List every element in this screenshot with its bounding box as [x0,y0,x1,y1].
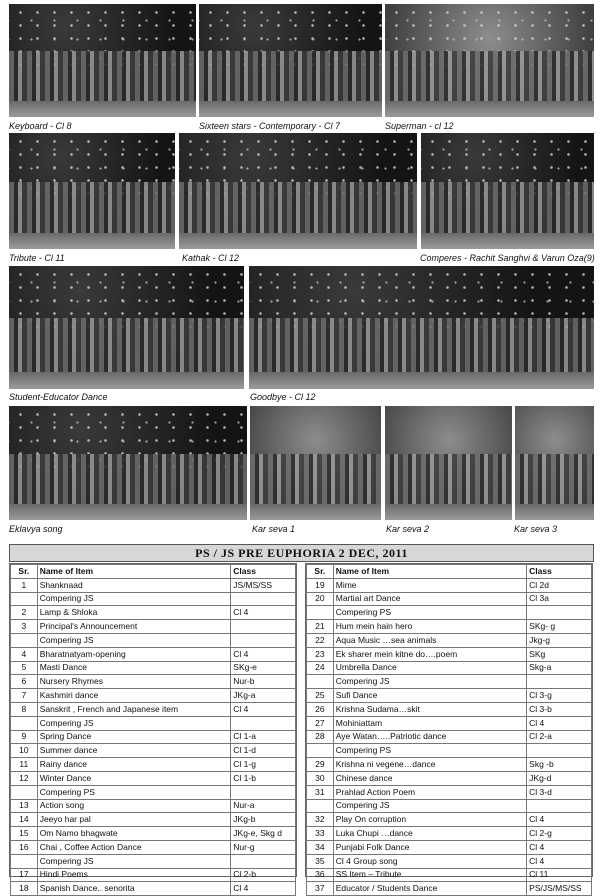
row-class: Cl 1-d [231,744,296,758]
row-sr: 1 [11,578,38,592]
row-class [527,799,592,813]
row-class [527,606,592,620]
row-class: Jkg-g [527,633,592,647]
photo-sixteen-stars [199,4,382,117]
row-sr: 15 [11,827,38,841]
row-sr [11,854,38,868]
row-sr [307,799,334,813]
row-item: Jeeyo har pal [37,813,231,827]
row-item: Luka Chupi …dance [333,827,526,841]
row-class: Skg -b [527,758,592,772]
row-sr: 30 [307,771,334,785]
row-item: Hindi Poems [37,868,231,882]
row-item: Compering PS [333,606,526,620]
caption-superman: Superman - cl 12 [385,121,454,131]
row-sr: 5 [11,661,38,675]
row-item: Spring Dance [37,730,231,744]
row-item: Mohiniattam [333,716,526,730]
row-class: Cl 2d [527,578,592,592]
header-item: Name of Item [37,565,231,579]
caption-sixteen-stars: Sixteen stars - Contemporary - Cl 7 [199,121,341,131]
table-row [11,758,296,772]
row-item: Rainy dance [37,758,231,772]
caption-kar-seva-3: Kar seva 3 [514,524,558,534]
row-sr: 37 [307,882,334,896]
table-row [11,813,296,827]
table-row [307,592,592,606]
table-row [11,799,296,813]
row-class: Cl 4 [231,606,296,620]
row-class: Cl 3a [527,592,592,606]
row-item: Umbrella Dance [333,661,526,675]
row-sr: 14 [11,813,38,827]
row-class: Cl 4 [527,840,592,854]
photo-goodbye [249,266,594,389]
row-class: Cl 4 [231,702,296,716]
row-item: Aye Watan…..Patriotic dance [333,730,526,744]
caption-kar-seva-2: Kar seva 2 [386,524,430,534]
row-class: SKg [527,647,592,661]
row-class: PS/JS/MS/SS [527,882,592,896]
row-class: Cl 4 [527,813,592,827]
table-row [11,592,296,606]
row-sr: 33 [307,827,334,841]
row-class [231,785,296,799]
row-class: Nur-b [231,675,296,689]
row-item: Sanskrit , French and Japanese item [37,702,231,716]
row-class: Cl 4 [527,716,592,730]
table-row [307,758,592,772]
table-row [307,785,592,799]
row-item: Compering JS [333,675,526,689]
row-item: Winter Dance [37,771,231,785]
table-header-row [307,565,592,579]
table-row [11,868,296,882]
row-item: Martial art Dance [333,592,526,606]
row-sr: 22 [307,633,334,647]
row-item: Aqua Music …sea animals [333,633,526,647]
table-row [307,647,592,661]
row-class: Nur-g [231,840,296,854]
table-row [11,702,296,716]
row-sr [11,785,38,799]
photo-kar-seva-2 [385,406,512,520]
photo-kathak [179,133,417,249]
row-class [231,854,296,868]
table-row [307,799,592,813]
table-row [11,633,296,647]
row-class: Cl 4 [231,882,296,896]
row-class [527,744,592,758]
row-class: JKg-d [527,771,592,785]
table-row [11,854,296,868]
row-item: Educator / Students Dance [333,882,526,896]
table-row [11,785,296,799]
row-class [527,675,592,689]
row-class: JKg-a [231,689,296,703]
row-item: Spanish Dance.. senorita [37,882,231,896]
row-class: Cl 4 [527,854,592,868]
row-item: Compering JS [333,799,526,813]
row-item: Sufi Dance [333,689,526,703]
table-row [307,606,592,620]
row-class: Cl 2-b [231,868,296,882]
header-sr: Sr. [11,565,38,579]
row-sr [11,633,38,647]
table-row [11,827,296,841]
row-class: Cl 3-b [527,702,592,716]
programme-table-left [9,563,297,894]
row-class: Cl 2-g [527,827,592,841]
row-class: Cl 1-b [231,771,296,785]
row-class: Cl 3-d [527,785,592,799]
row-sr: 25 [307,689,334,703]
row-sr: 23 [307,647,334,661]
caption-tribute: Tribute - Cl 11 [9,253,65,263]
table-row [11,882,296,896]
table-row [307,661,592,675]
table-row [307,744,592,758]
caption-comperes: Comperes - Rachit Sanghvi & Varun Oza(9) [420,253,595,263]
row-sr: 3 [11,620,38,634]
row-item: Chinese dance [333,771,526,785]
table-row [11,840,296,854]
row-sr: 16 [11,840,38,854]
row-sr [11,716,38,730]
row-class: Cl 11 [527,868,592,882]
row-sr: 31 [307,785,334,799]
caption-goodbye: Goodbye - Cl 12 [250,392,316,402]
row-item: Om Namo bhagwate [37,827,231,841]
row-class: Cl 4 [231,647,296,661]
photo-kar-seva-1 [250,406,381,520]
row-item: Kashmiri dance [37,689,231,703]
row-sr: 26 [307,702,334,716]
table-row [307,771,592,785]
table-row [11,744,296,758]
table-row [11,675,296,689]
row-sr: 10 [11,744,38,758]
row-sr: 28 [307,730,334,744]
caption-kar-seva-1: Kar seva 1 [252,524,296,534]
row-sr: 17 [11,868,38,882]
caption-eklavya: Eklavya song [9,524,63,534]
table-row [11,730,296,744]
table-row [11,620,296,634]
left-table-body [11,578,296,895]
row-item: Hum mein hain hero [333,620,526,634]
row-sr: 21 [307,620,334,634]
row-class: Nur-a [231,799,296,813]
table-header-row [11,565,296,579]
table-row [307,882,592,896]
row-class: JKg-b [231,813,296,827]
header-item: Name of Item [333,565,526,579]
row-class: Cl 2-a [527,730,592,744]
row-item: Cl 4 Group song [333,854,526,868]
row-item: Masti Dance [37,661,231,675]
row-item: Compering PS [37,785,231,799]
row-sr [307,606,334,620]
row-class: Cl 1-a [231,730,296,744]
photo-kar-seva-3 [515,406,594,520]
row-item: Play On corruption [333,813,526,827]
row-sr: 4 [11,647,38,661]
row-class: Cl 1-g [231,758,296,772]
row-sr: 6 [11,675,38,689]
row-class [231,633,296,647]
row-sr [11,592,38,606]
row-item: Compering JS [37,633,231,647]
row-sr: 24 [307,661,334,675]
table-row [307,716,592,730]
row-sr: 12 [11,771,38,785]
table-row [11,578,296,592]
row-class [231,716,296,730]
row-item: Summer dance [37,744,231,758]
row-item: Shanknaad [37,578,231,592]
row-item: Compering JS [37,854,231,868]
table-row [307,827,592,841]
programme-table-right [305,563,593,894]
photo-superman [385,4,594,117]
table-row [11,716,296,730]
header-class: Class [527,565,592,579]
row-sr: 9 [11,730,38,744]
photo-comperes [421,133,594,249]
row-sr: 19 [307,578,334,592]
row-item: Bharatnatyam-opening [37,647,231,661]
table-row [307,675,592,689]
row-class: SKg- g [527,620,592,634]
caption-keyboard: Keyboard - Cl 8 [9,121,72,131]
row-item: Prahlad Action Poem [333,785,526,799]
row-item: Krishna Sudama…skit [333,702,526,716]
row-class: Cl 3-g [527,689,592,703]
row-sr: 29 [307,758,334,772]
row-class: Skg-a [527,661,592,675]
row-sr: 8 [11,702,38,716]
row-class: JS/MS/SS [231,578,296,592]
photo-eklavya [9,406,247,520]
row-sr: 20 [307,592,334,606]
row-sr [307,744,334,758]
row-item: Krishna ni vegene…dance [333,758,526,772]
row-sr [307,675,334,689]
row-sr: 7 [11,689,38,703]
table-row [307,702,592,716]
row-sr: 18 [11,882,38,896]
table-row [307,854,592,868]
row-item: Nursery Rhymes [37,675,231,689]
photo-student-educator [9,266,244,389]
row-class: SKg-e [231,661,296,675]
row-sr: 13 [11,799,38,813]
row-sr: 27 [307,716,334,730]
header-sr: Sr. [307,565,334,579]
row-item: Mime [333,578,526,592]
row-sr: 35 [307,854,334,868]
table-row [307,813,592,827]
row-sr: 2 [11,606,38,620]
table-row [307,840,592,854]
table-row [307,633,592,647]
table-row [11,771,296,785]
row-sr: 11 [11,758,38,772]
row-class [231,592,296,606]
right-table-body [307,578,592,895]
table-row [11,606,296,620]
row-item: Compering PS [333,744,526,758]
row-sr: 32 [307,813,334,827]
row-item: Compering JS [37,716,231,730]
table-row [11,689,296,703]
row-item: Punjabi Folk Dance [333,840,526,854]
row-item: Compering JS [37,592,231,606]
table-row [307,578,592,592]
caption-student-educator: Student-Educator Dance [9,392,108,402]
header-class: Class [231,565,296,579]
programme-banner: PS / JS PRE EUPHORIA 2 DEC, 2011 [9,544,594,562]
row-sr: 36 [307,868,334,882]
table-row [307,868,592,882]
photo-tribute [9,133,175,249]
row-item: Action song [37,799,231,813]
table-row [307,620,592,634]
row-class [231,620,296,634]
row-item: Chai , Coffee Action Dance [37,840,231,854]
table-row [307,730,592,744]
photo-keyboard [9,4,196,117]
table-row [11,647,296,661]
row-sr: 34 [307,840,334,854]
table-row [11,661,296,675]
row-item: Lamp & Shloka [37,606,231,620]
row-item: SS Item – Tribute [333,868,526,882]
row-item: Principal's Announcement [37,620,231,634]
row-item: Ek sharer mein kitne do….poem [333,647,526,661]
caption-kathak: Kathak - Cl 12 [182,253,240,263]
row-class: JKg-e, Skg d [231,827,296,841]
table-row [307,689,592,703]
